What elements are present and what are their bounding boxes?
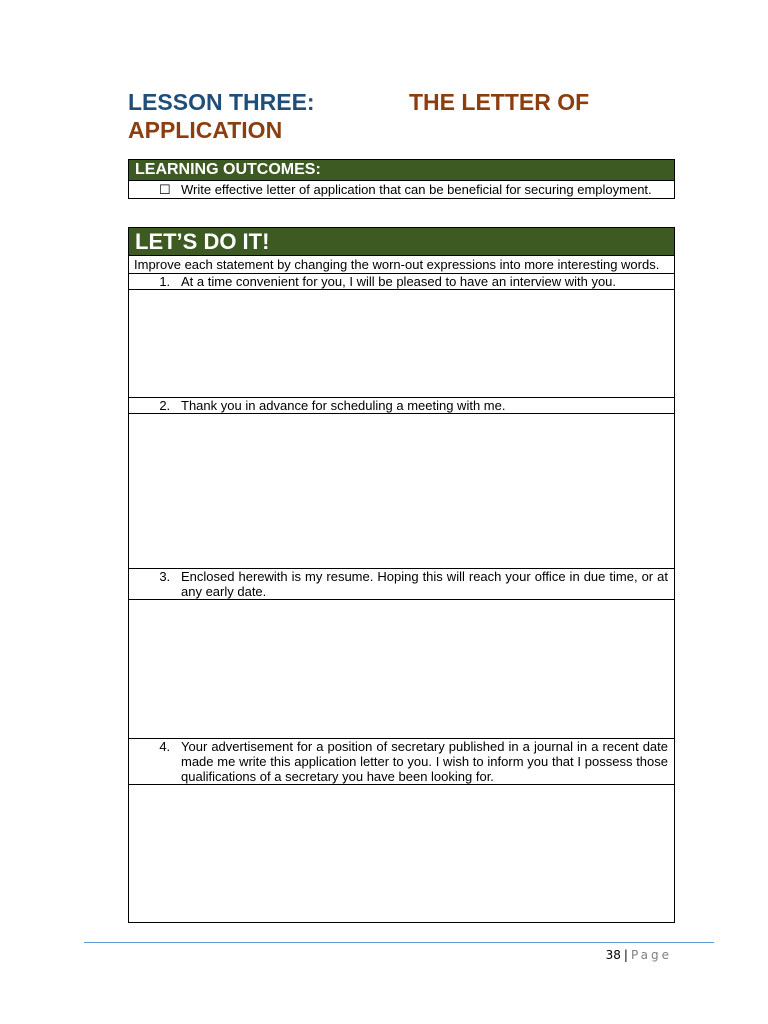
question-number: 1. bbox=[159, 274, 171, 289]
question-2 bbox=[129, 398, 674, 414]
title-lesson-three: LESSON THREE: bbox=[128, 89, 315, 115]
question-number: 3. bbox=[159, 569, 171, 584]
question-text: Your advertisement for a position of secretary published in a journal in a recent date made me write this application letter to you. I wish to inform you that I possess those qualifications of a secretary you have been looking for. bbox=[181, 739, 668, 784]
answer-area-3[interactable] bbox=[129, 600, 674, 739]
title-the-letter-of: THE LETTER OF bbox=[409, 89, 590, 115]
learning-outcomes-box bbox=[128, 159, 675, 199]
question-4 bbox=[129, 739, 674, 785]
question-text: At a time convenient for you, I will be pleased to have an interview with you. bbox=[181, 274, 617, 289]
page-footer bbox=[606, 948, 672, 962]
lets-do-it-header: LET’S DO IT! bbox=[129, 228, 674, 256]
question-1 bbox=[129, 274, 674, 290]
footer-rule bbox=[84, 942, 714, 943]
page-number: 38 bbox=[605, 948, 621, 962]
learning-outcomes-header: LEARNING OUTCOMES: bbox=[129, 160, 674, 181]
question-text: Thank you in advance for scheduling a meeting with me. bbox=[181, 398, 506, 413]
learning-outcome-text: Write effective letter of application that can be beneficial for securing employment. bbox=[181, 182, 652, 197]
lets-do-it-box bbox=[128, 227, 675, 923]
title-application: APPLICATION bbox=[128, 117, 283, 143]
question-text: Enclosed herewith is my resume. Hoping this will reach your office in due time, or at any early date. bbox=[181, 569, 668, 599]
lesson-title bbox=[128, 88, 675, 144]
footer-separator: | bbox=[623, 948, 628, 962]
answer-area-1[interactable] bbox=[129, 290, 674, 398]
checkbox-icon: ☐ bbox=[159, 182, 171, 197]
learning-outcome-item bbox=[129, 181, 674, 198]
activity-instruction: Improve each statement by changing the worn-out expressions into more interesting words. bbox=[129, 256, 674, 274]
answer-area-2[interactable] bbox=[129, 414, 674, 569]
page-label: Page bbox=[630, 948, 672, 962]
question-number: 4. bbox=[159, 739, 171, 754]
question-3 bbox=[129, 569, 674, 600]
question-number: 2. bbox=[159, 398, 171, 413]
